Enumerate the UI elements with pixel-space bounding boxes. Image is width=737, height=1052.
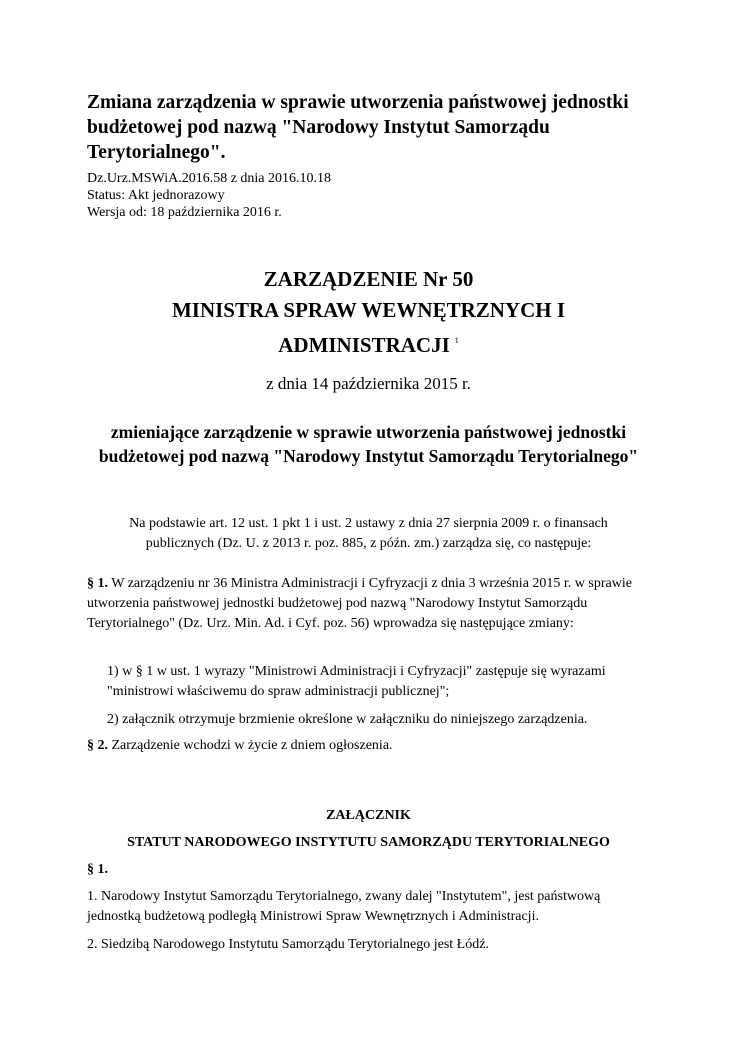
act-subtitle: zmieniające zarządzenie w sprawie utworzenia państwowej jednostki budżetowej pod nazwą "Narodowy Instytut Samorządu Terytorialnego" bbox=[98, 422, 639, 466]
section-1-text: W zarządzeniu nr 36 Ministra Administracji i Cyfryzacji z dnia 3 września 2015 r. w sprawie utworzenia państwowej jednostki budżetowej pod nazwą "Narodowy Instytut Samorządu Terytorialnego" (Dz. Urz. Min. Ad. i Cyf. poz. 56) wprowadza się następujące zmiany: bbox=[87, 576, 632, 631]
footnote-reference[interactable]: 1 bbox=[454, 336, 459, 345]
act-heading-line-2: MINISTRA SPRAW WEWNĘTRZNYCH I bbox=[171, 298, 566, 322]
act-heading-line-1: ZARZĄDZENIE Nr 50 bbox=[263, 267, 474, 291]
section-1-mark: § 1. bbox=[87, 576, 108, 591]
status-line: Status: Akt jednorazowy bbox=[87, 188, 225, 203]
document-title: Zmiana zarządzenia w sprawie utworzenia państwowej jednostki budżetowej pod nazwą "Narodowy Instytut Samorządu Terytorialnego". bbox=[87, 92, 629, 163]
annex-paragraph-1: 1. Narodowy Instytut Samorządu Terytorialnego, zwany dalej "Instytutem", jest państwową jednostką budżetową podległą Ministrowi Spraw Wewnętrznych i Administracji. bbox=[87, 889, 601, 924]
annex-paragraph-2: 2. Siedzibą Narodowego Instytutu Samorządu Terytorialnego jest Łódź. bbox=[87, 937, 489, 952]
version-line: Wersja od: 18 października 2016 r. bbox=[87, 205, 282, 220]
source-reference: Dz.Urz.MSWiA.2016.58 z dnia 2016.10.18 bbox=[87, 171, 332, 186]
section-1-paragraph bbox=[87, 574, 650, 634]
act-date: z dnia 14 października 2015 r. bbox=[266, 374, 471, 393]
annex-title: STATUT NARODOWEGO INSTYTUTU SAMORZĄDU TERYTORIALNEGO bbox=[127, 835, 610, 850]
section-2-text: Zarządzenie wchodzi w życie z dniem ogłoszenia. bbox=[111, 738, 393, 753]
section-2-mark: § 2. bbox=[87, 738, 108, 753]
preamble: Na podstawie art. 12 ust. 1 pkt 1 i ust. 2 ustawy z dnia 27 sierpnia 2009 r. o finansach publicznych (Dz. U. z 2013 r. poz. 885, z późn. zm.) zarządza się, co następuje: bbox=[129, 516, 608, 551]
section-2-paragraph bbox=[87, 736, 650, 756]
amendment-item-1: 1) w § 1 w ust. 1 wyrazy "Ministrowi Administracji i Cyfryzacji" zastępuje się wyrazami "ministrowi właściwemu do spraw administracji publicznej"; bbox=[107, 664, 606, 699]
annex-label: ZAŁĄCZNIK bbox=[326, 808, 411, 823]
amendment-item-2: 2) załącznik otrzymuje brzmienie określone w załączniku do niniejszego zarządzenia. bbox=[107, 712, 588, 727]
act-heading-line-3 bbox=[87, 326, 650, 360]
act-heading-text: ADMINISTRACJI bbox=[278, 333, 450, 357]
document-metadata bbox=[87, 170, 331, 221]
annex-section-1-mark: § 1. bbox=[87, 862, 108, 877]
